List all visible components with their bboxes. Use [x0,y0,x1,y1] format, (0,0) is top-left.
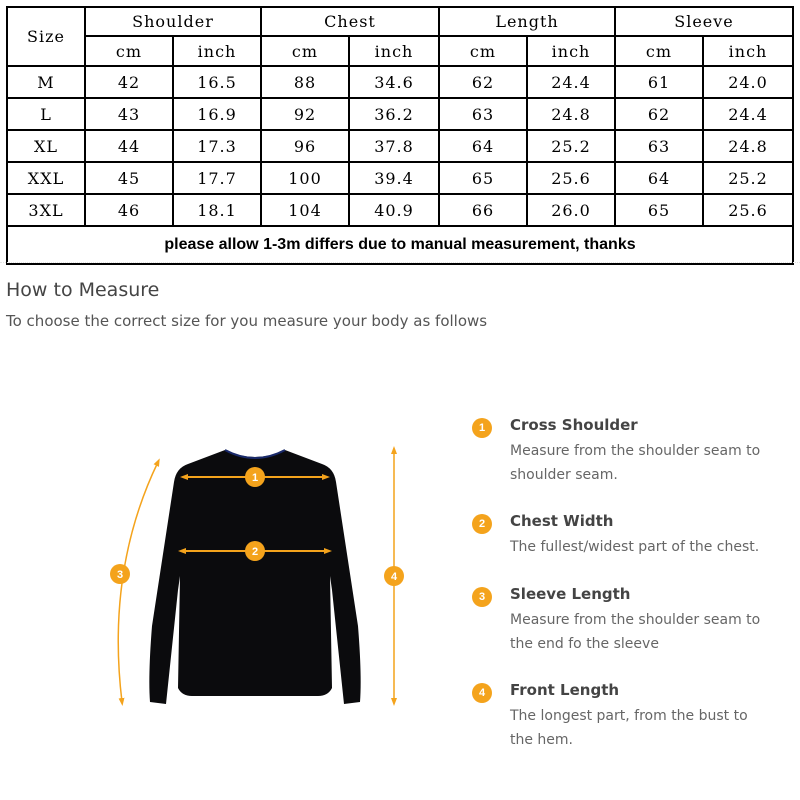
size-cell: XL [7,130,85,162]
value-cell: 24.8 [527,98,615,130]
size-cell: M [7,66,85,98]
value-cell: 17.7 [173,162,261,194]
legend-title: Cross Shoulder [510,416,638,434]
chest-header: Chest [261,7,439,36]
value-cell: 25.2 [703,162,793,194]
note-row [7,226,793,264]
value-cell: 40.9 [349,194,439,226]
value-cell: 100 [261,162,349,194]
legend-title: Sleeve Length [510,585,631,603]
value-cell: 96 [261,130,349,162]
measurement-note: please allow 1-3m differs due to manual measurement, thanks [7,226,793,264]
divider [0,262,800,264]
sweater-measurement-diagram [100,440,420,720]
value-cell: 46 [85,194,173,226]
value-cell: 25.2 [527,130,615,162]
value-cell: 43 [85,98,173,130]
value-cell: 42 [85,66,173,98]
sleeve-header: Sleeve [615,7,793,36]
value-cell: 65 [615,194,703,226]
number-badge-icon: 3 [472,587,492,607]
legend-description: The fullest/widest part of the chest. [510,539,760,555]
length-header: Length [439,7,615,36]
table-row [7,162,793,194]
value-cell: 88 [261,66,349,98]
value-cell: 63 [439,98,527,130]
table-row [7,98,793,130]
value-cell: 37.8 [349,130,439,162]
value-cell: 45 [85,162,173,194]
value-cell: 63 [615,130,703,162]
unit-cell: inch [703,36,793,66]
value-cell: 26.0 [527,194,615,226]
number-badge-icon: 4 [472,683,492,703]
unit-header-row [7,36,793,66]
value-cell: 18.1 [173,194,261,226]
value-cell: 25.6 [527,162,615,194]
legend-description: Measure from the shoulder seam to shoulder seam. [510,443,761,483]
value-cell: 44 [85,130,173,162]
size-cell: L [7,98,85,130]
size-chart-table [6,6,794,265]
how-to-measure-title: How to Measure [6,279,160,301]
value-cell: 16.5 [173,66,261,98]
value-cell: 34.6 [349,66,439,98]
marker-2-label: 2 [251,546,259,558]
value-cell: 24.4 [703,98,793,130]
value-cell: 65 [439,162,527,194]
unit-cell: cm [261,36,349,66]
unit-cell: cm [85,36,173,66]
value-cell: 25.6 [703,194,793,226]
value-cell: 24.8 [703,130,793,162]
value-cell: 24.0 [703,66,793,98]
size-cell: XXL [7,162,85,194]
value-cell: 104 [261,194,349,226]
legend-title: Chest Width [510,512,614,530]
table-header-row [7,7,793,36]
unit-cell: inch [173,36,261,66]
value-cell: 17.3 [173,130,261,162]
size-cell: 3XL [7,194,85,226]
sweater-body [149,450,360,704]
value-cell: 66 [439,194,527,226]
marker-3-label: 3 [116,569,124,581]
shoulder-header: Shoulder [85,7,261,36]
table-row [7,66,793,98]
value-cell: 64 [615,162,703,194]
legend-title: Front Length [510,681,620,699]
value-cell: 62 [615,98,703,130]
value-cell: 16.9 [173,98,261,130]
table-row [7,130,793,162]
number-badge-icon: 2 [472,514,492,534]
value-cell: 39.4 [349,162,439,194]
unit-cell: cm [615,36,703,66]
how-to-measure-subtitle: To choose the correct size for you measure your body as follows [6,312,488,330]
unit-cell: inch [349,36,439,66]
value-cell: 61 [615,66,703,98]
unit-cell: cm [439,36,527,66]
unit-cell: inch [527,36,615,66]
legend-description: The longest part, from the bust to the hem. [510,708,748,748]
value-cell: 24.4 [527,66,615,98]
number-badge-icon: 1 [472,418,492,438]
value-cell: 36.2 [349,98,439,130]
legend-description: Measure from the shoulder seam to the end fo the sleeve [510,612,761,652]
marker-4-label: 4 [390,571,398,583]
value-cell: 62 [439,66,527,98]
table-row [7,194,793,226]
value-cell: 64 [439,130,527,162]
marker-1-label: 1 [251,472,259,484]
size-header: Size [7,7,85,66]
value-cell: 92 [261,98,349,130]
